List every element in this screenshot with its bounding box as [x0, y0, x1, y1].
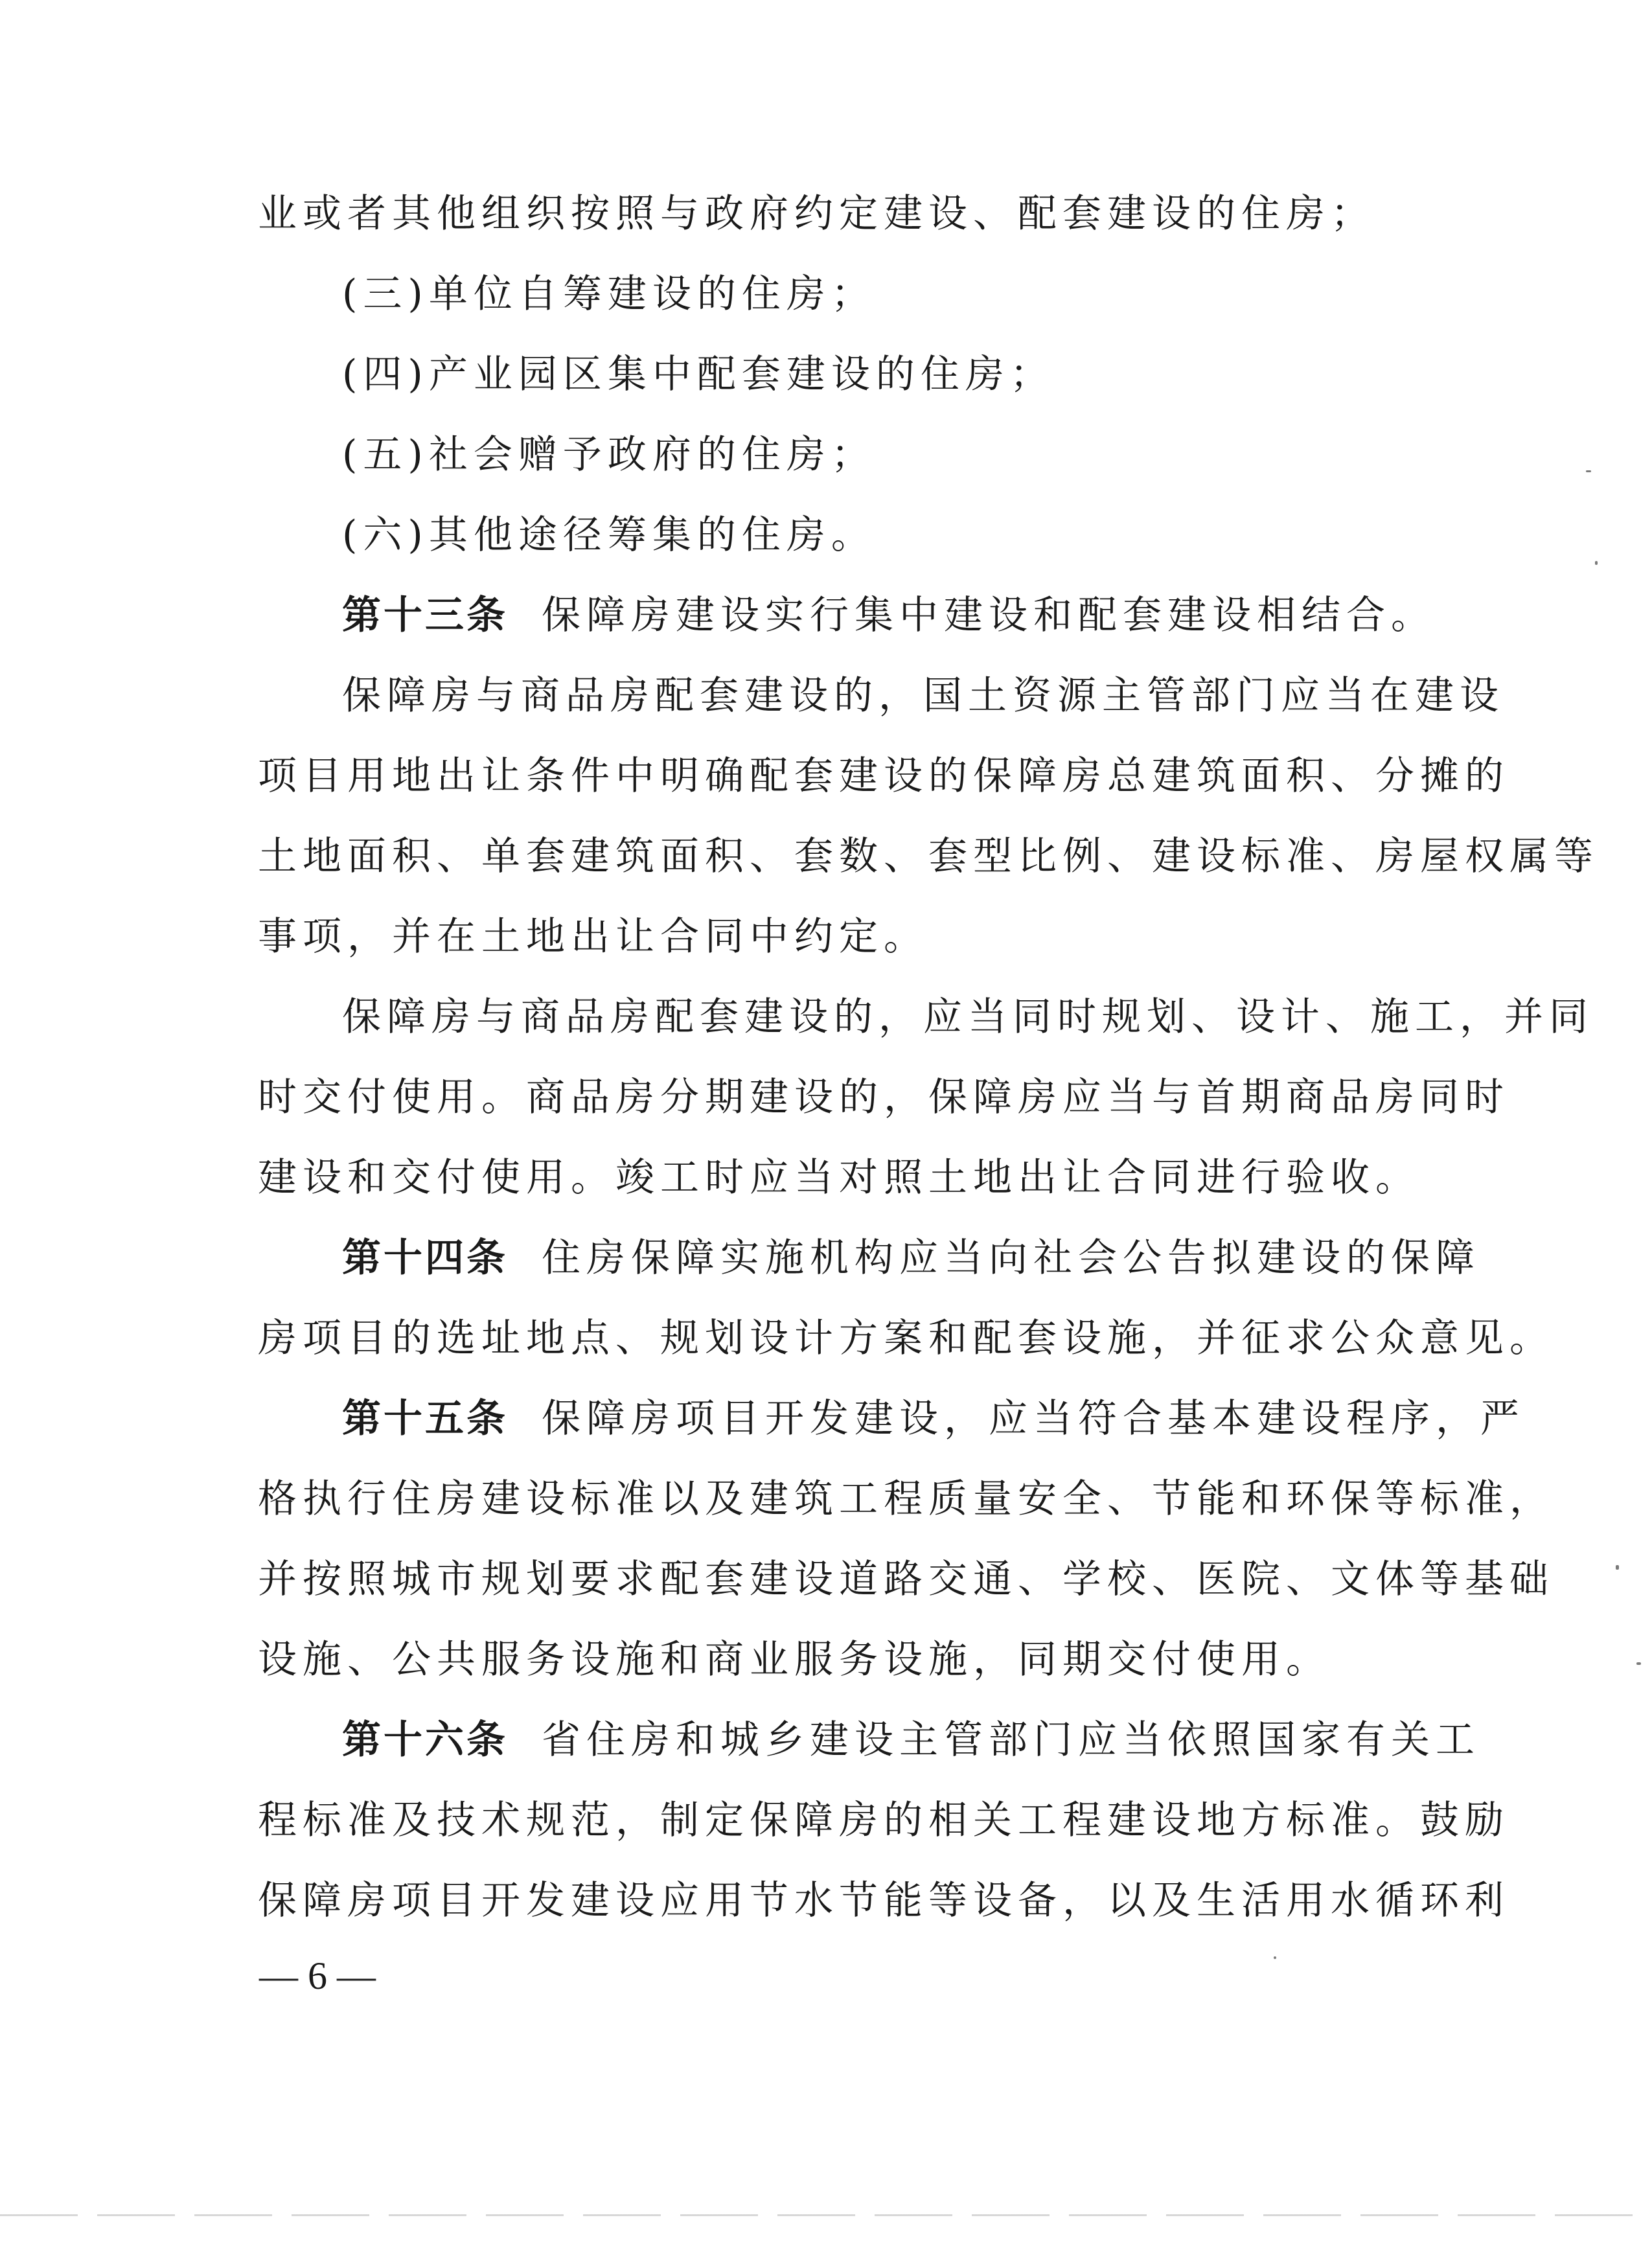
text-line	[258, 656, 1504, 736]
line-text: 事项，并在土地出让合同中约定。	[258, 914, 928, 959]
scan-speck	[1595, 561, 1598, 565]
line-text: 设施、公共服务设施和商业服务设施，同期交付使用。	[258, 1637, 1331, 1682]
text-line	[258, 977, 1594, 1057]
line-text: 保障房项目开发建设，应当符合基本建设程序，严	[542, 1396, 1525, 1441]
article-number: 第十四条	[342, 1235, 508, 1281]
text-line	[258, 736, 1509, 816]
line-text: (五)社会赠予政府的住房；	[342, 432, 876, 477]
article-16-line	[258, 1700, 1480, 1780]
line-text: 业或者其他组织按照与政府约定建设、配套建设的住房；	[258, 191, 1375, 236]
line-text: 房项目的选址地点、规划设计方案和配套设施，并征求公众意见。	[258, 1316, 1554, 1361]
text-line	[258, 1780, 1509, 1861]
article-14-line	[258, 1218, 1480, 1298]
article-number: 第十三条	[342, 593, 508, 638]
text-line	[258, 897, 1443, 977]
text-line	[258, 1539, 1554, 1620]
line-text: 格执行住房建设标准以及建筑工程质量安全、节能和环保等标准，	[258, 1476, 1554, 1522]
text-line	[258, 174, 1443, 254]
line-text: 项目用地出让条件中明确配套建设的保障房总建筑面积、分摊的	[258, 753, 1509, 799]
text-line	[258, 1057, 1509, 1138]
text-line	[258, 1298, 1554, 1379]
line-text: 建设和交付使用。竣工时应当对照土地出让合同进行验收。	[258, 1155, 1420, 1200]
article-number: 第十五条	[342, 1396, 508, 1441]
scan-speck	[1586, 470, 1591, 472]
scan-speck	[1274, 1956, 1276, 1959]
line-text: 保障房项目开发建设应用节水节能等设备，以及生活用水循环利	[258, 1878, 1509, 1923]
line-text: 土地面积、单套建筑面积、套数、套型比例、建设标准、房屋权属等	[258, 834, 1599, 879]
article-number: 第十六条	[342, 1717, 508, 1763]
text-line	[258, 816, 1599, 897]
text-line	[258, 334, 1443, 415]
line-text: (六)其他途径筹集的住房。	[342, 512, 876, 558]
page-number: — 6 —	[259, 1954, 376, 1997]
scan-edge-line	[0, 2214, 1652, 2216]
line-text: (三)单位自筹建设的住房；	[342, 271, 876, 317]
scan-speck	[1636, 1662, 1641, 1665]
line-text: 保障房与商品房配套建设的，国土资源主管部门应当在建设	[342, 673, 1504, 718]
text-line	[258, 1620, 1443, 1700]
text-line	[258, 1138, 1443, 1218]
text-line	[258, 1459, 1554, 1539]
article-13-line	[258, 575, 1443, 656]
text-line	[258, 495, 1443, 575]
text-line	[258, 415, 1443, 495]
line-text: 省住房和城乡建设主管部门应当依照国家有关工	[542, 1717, 1480, 1763]
line-text: (四)产业园区集中配套建设的住房；	[342, 352, 1055, 397]
line-text: 保障房与商品房配套建设的，应当同时规划、设计、施工，并同	[342, 994, 1594, 1040]
text-line	[258, 254, 1443, 334]
text-line	[258, 1861, 1509, 1941]
scan-speck	[1616, 1565, 1619, 1570]
line-text: 时交付使用。商品房分期建设的，保障房应当与首期商品房同时	[258, 1075, 1509, 1120]
body-text	[258, 174, 1599, 1941]
article-15-line	[258, 1379, 1525, 1459]
line-text: 保障房建设实行集中建设和配套建设相结合。	[542, 593, 1436, 638]
line-text: 住房保障实施机构应当向社会公告拟建设的保障	[542, 1235, 1480, 1281]
line-text: 程标准及技术规范，制定保障房的相关工程建设地方标准。鼓励	[258, 1798, 1509, 1843]
line-text: 并按照城市规划要求配套建设道路交通、学校、医院、文体等基础	[258, 1557, 1554, 1602]
